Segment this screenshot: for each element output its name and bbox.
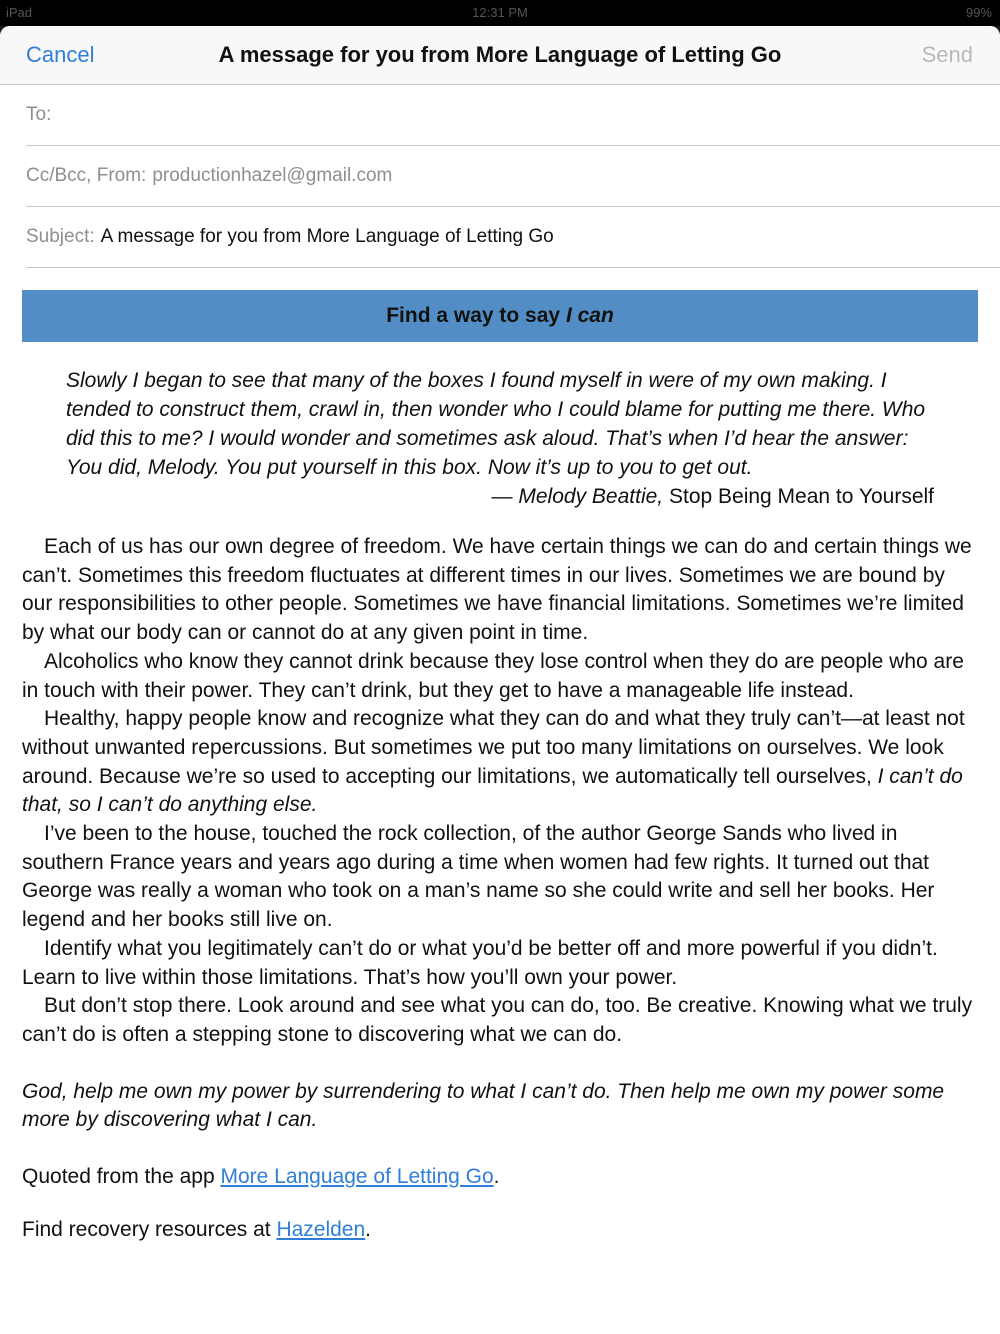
paragraph bbox=[22, 705, 978, 820]
closing-prayer: God, help me own my power by surrendering to what I can’t do. Then help me own my power some more by discovering what I can. bbox=[22, 1079, 945, 1132]
epigraph-attribution bbox=[22, 482, 934, 511]
resources-prefix: Find recovery resources at bbox=[22, 1218, 277, 1242]
subject-value[interactable]: A message for you from More Language of Letting Go bbox=[100, 226, 554, 247]
resources-suffix: . bbox=[365, 1218, 372, 1242]
quoted-prefix: Quoted from the app bbox=[22, 1165, 221, 1189]
device-label: iPad bbox=[6, 5, 33, 20]
resources-line bbox=[22, 1216, 978, 1244]
compose-sheet bbox=[0, 26, 1000, 1334]
subject-label: Subject: bbox=[26, 226, 95, 247]
paragraph-italic: I can’t do that, so I can’t do anything else. bbox=[22, 764, 963, 817]
battery-indicator: 99% bbox=[965, 5, 992, 20]
attribution-title: Stop Being Mean to Yourself bbox=[663, 485, 934, 508]
compose-title: A message for you from More Language of Letting Go bbox=[218, 42, 782, 67]
cc-from-label: Cc/Bcc, From: bbox=[26, 165, 147, 186]
quoted-suffix: . bbox=[493, 1165, 500, 1189]
heading-text: Find a way to say bbox=[386, 304, 566, 327]
cc-from-field[interactable] bbox=[26, 146, 1000, 207]
heading-italic: I can bbox=[565, 304, 614, 327]
to-field[interactable] bbox=[26, 85, 1000, 146]
compose-navbar bbox=[0, 26, 1000, 85]
from-address[interactable]: productionhazel@gmail.com bbox=[152, 165, 393, 186]
paragraph: But don’t stop there. Look around and see what you can do, too. Be creative. Knowing what we truly can’t do is often a stepping stone to discovering what we can do. bbox=[22, 994, 973, 1046]
app-link[interactable]: More Language of Letting Go bbox=[220, 1165, 494, 1189]
paragraph: I’ve been to the house, touched the rock collection, of the author George Sands who lived in southern France years and years ago during a time when women had few rights. It turned out that George was really a woman who took on a man’s name so she could write and sell her books. Her legend and her books still live on. bbox=[22, 822, 935, 932]
message-body[interactable] bbox=[0, 268, 1000, 1244]
status-bar bbox=[0, 0, 1000, 26]
hazelden-link[interactable]: Hazelden bbox=[276, 1218, 366, 1242]
to-input[interactable] bbox=[57, 103, 861, 127]
epigraph-quote: Slowly I began to see that many of the boxes I found myself in were of my own making. I tended to construct them, crawl in, then wonder who I could blame for putting me there. Who did this to me? I would wonder and sometimes ask aloud. That’s when I’d hear the answer: You did, Melody. You put yourself in this box. Now it’s up to you to get out. bbox=[66, 369, 926, 479]
status-time: 12:31 PM bbox=[472, 5, 528, 20]
message-heading bbox=[22, 290, 978, 342]
subject-field[interactable] bbox=[26, 207, 1000, 268]
to-label: To: bbox=[26, 104, 52, 125]
quoted-from-line bbox=[22, 1163, 978, 1191]
paragraph: Identify what you legitimately can’t do or what you’d be better off and more powerful if you didn’t. Learn to live within those limitations. That’s how you’ll own your power. bbox=[22, 936, 938, 989]
attribution-author: — Melody Beattie, bbox=[491, 485, 664, 508]
paragraph-text: Healthy, happy people know and recognize what they can do and what they truly can’t—at least not without unwanted repercussions. But sometimes we put too many limitations on ourselves. We look around. Because we’re so used to accepting our limitations, we automatically tell ourselves, bbox=[22, 707, 965, 788]
reading-paragraphs bbox=[22, 533, 978, 1050]
send-button[interactable]: Send bbox=[921, 42, 973, 67]
paragraph: Each of us has our own degree of freedom. We have certain things we can do and certain things we can’t. Sometimes this freedom fluctuates at different times in our lives. Sometimes we are bound by our responsibilities to other people. Sometimes we have financial limitations. Sometimes we’re limited by what our body can or cannot do at any given point in time. bbox=[22, 535, 972, 645]
paragraph: Alcoholics who know they cannot drink because they lose control when they do are people who are in touch with their power. They can’t drink, but they get to have a manageable life instead. bbox=[22, 649, 964, 702]
cancel-button[interactable]: Cancel bbox=[26, 42, 95, 67]
